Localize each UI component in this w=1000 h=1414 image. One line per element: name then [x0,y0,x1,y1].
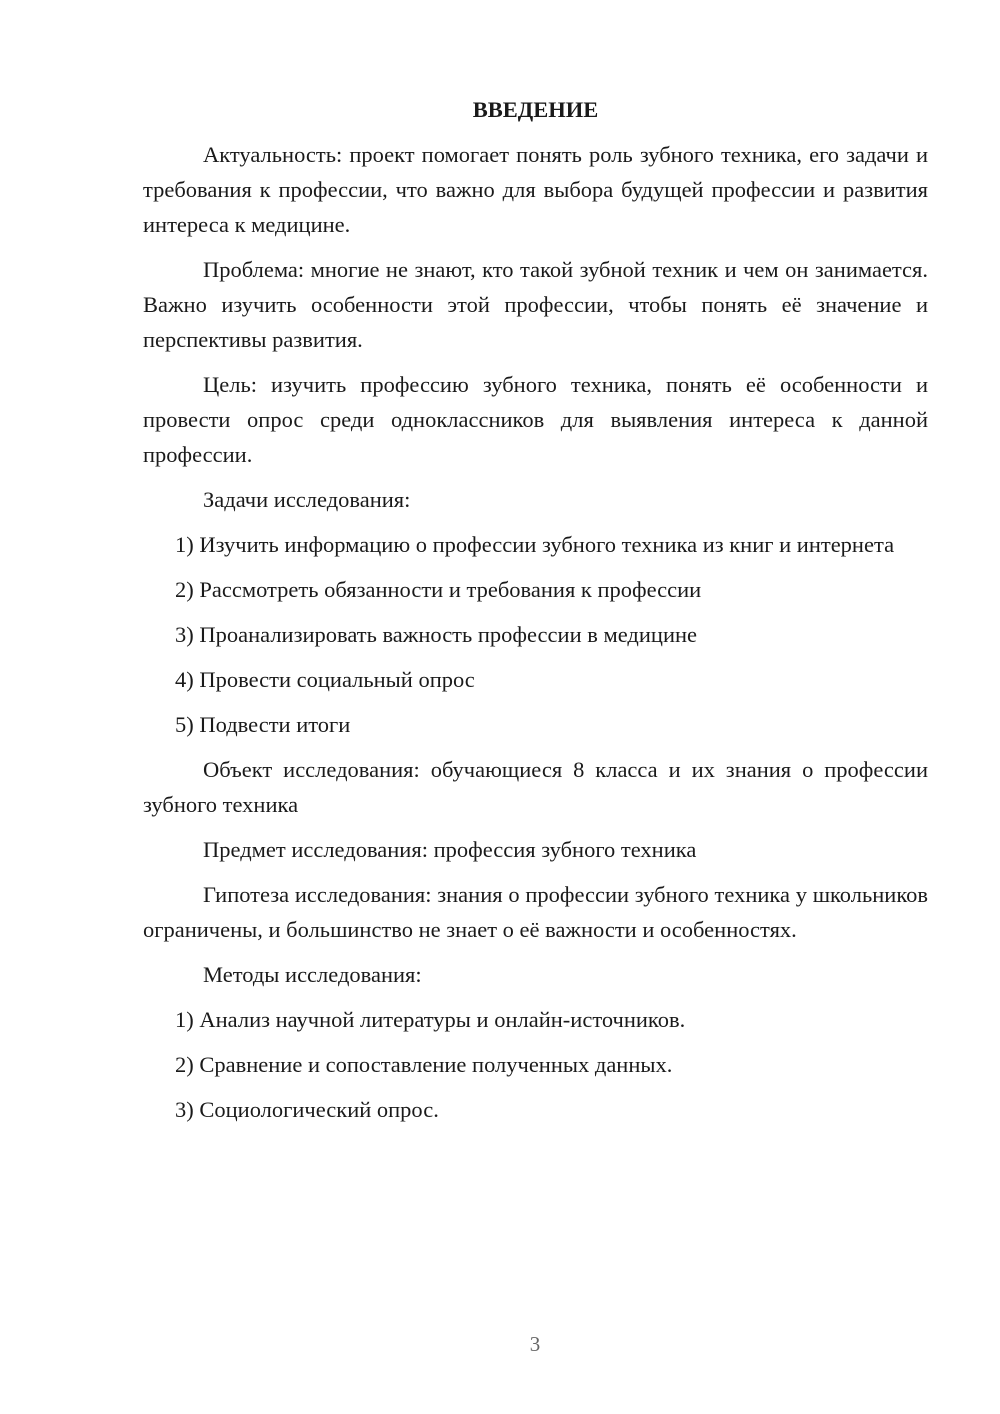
methods-heading: Методы исследования: [203,962,422,987]
hypothesis-paragraph: Гипотеза исследования: знания о профессии зубного техника у школьников ограничены, и большинство не знает о её важности и особенностях. [143,882,928,942]
goal-paragraph: Цель: изучить профессию зубного техника, понять её особенности и провести опрос среди одноклассников для выявления интереса к данной профессии. [143,372,928,467]
object-paragraph: Объект исследования: обучающиеся 8 класса и их знания о профессии зубного техника [143,757,928,817]
document-page [143,92,928,1137]
method-item-1: 1) Анализ научной литературы и онлайн-источников. [175,1007,686,1032]
page-title: ВВЕДЕНИЕ [472,97,599,122]
task-item-1: 1) Изучить информацию о профессии зубного техника из книг и интернета [175,532,895,557]
relevance-paragraph: Актуальность: проект помогает понять роль зубного техника, его задачи и требования к профессии, что важно для выбора будущей профессии и развития интереса к медицине. [143,142,928,237]
tasks-heading: Задачи исследования: [203,487,411,512]
task-item-5: 5) Подвести итоги [175,712,351,737]
problem-paragraph: Проблема: многие не знают, кто такой зубной техник и чем он занимается. Важно изучить особенности этой профессии, чтобы понять её значение и перспективы развития. [143,257,928,352]
task-item-3: 3) Проанализировать важность профессии в медицине [175,622,698,647]
task-item-2: 2) Рассмотреть обязанности и требования к профессии [175,577,702,602]
subject-paragraph: Предмет исследования: профессия зубного техника [203,837,697,862]
task-item-4: 4) Провести социальный опрос [175,667,475,692]
method-item-3: 3) Социологический опрос. [175,1097,439,1122]
page-number: 3 [529,1332,541,1356]
method-item-2: 2) Сравнение и сопоставление полученных данных. [175,1052,673,1077]
